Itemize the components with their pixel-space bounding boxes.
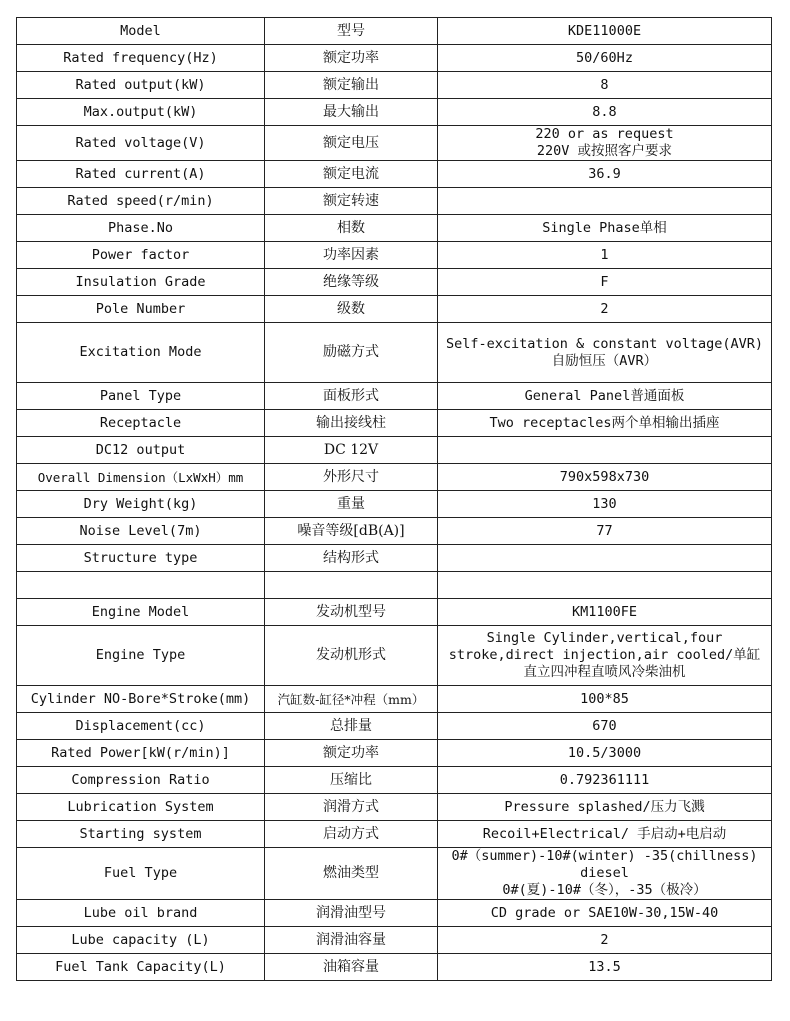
spec-row — [17, 518, 772, 545]
spec-label-cn: 润滑油型号 — [265, 900, 438, 927]
spec-label-en: Engine Type — [17, 626, 265, 686]
spec-row — [17, 242, 772, 269]
spec-row — [17, 464, 772, 491]
spec-row — [17, 269, 772, 296]
spec-row — [17, 491, 772, 518]
spec-value: CD grade or SAE10W-30,15W-40 — [438, 900, 772, 927]
spec-label-en: Rated voltage(V) — [17, 126, 265, 161]
spec-label-cn: 润滑油容量 — [265, 927, 438, 954]
spec-label-cn: 外形尺寸 — [265, 464, 438, 491]
spec-label-cn: 油箱容量 — [265, 954, 438, 981]
spec-label-cn: 发动机形式 — [265, 626, 438, 686]
spec-label-en: Dry Weight(kg) — [17, 491, 265, 518]
spec-label-en: Overall Dimension（LxWxH）mm — [17, 464, 265, 491]
spec-label-en: Displacement(cc) — [17, 713, 265, 740]
spec-value: F — [438, 269, 772, 296]
spec-label-en — [17, 572, 265, 599]
spec-row — [17, 626, 772, 686]
spec-row — [17, 126, 772, 161]
spec-label-cn: 结构形式 — [265, 545, 438, 572]
spec-label-cn: 额定功率 — [265, 740, 438, 767]
spec-label-cn: DC 12V — [265, 437, 438, 464]
spec-table — [16, 17, 772, 981]
spec-label-cn: 最大输出 — [265, 99, 438, 126]
spec-row — [17, 383, 772, 410]
spec-label-cn: 润滑方式 — [265, 794, 438, 821]
spec-label-cn: 相数 — [265, 215, 438, 242]
spec-label-cn: 额定输出 — [265, 72, 438, 99]
spec-value: 77 — [438, 518, 772, 545]
spec-label-cn — [265, 572, 438, 599]
spec-label-en: Panel Type — [17, 383, 265, 410]
spec-label-en: Rated frequency(Hz) — [17, 45, 265, 72]
spec-value: KM1100FE — [438, 599, 772, 626]
spec-row — [17, 437, 772, 464]
spec-value: 0#（summer)-10#(winter) -35(chillness) diesel 0#(夏)-10#（冬），-35（极冷） — [438, 848, 772, 900]
spec-label-en: Cylinder NO-Bore*Stroke(mm) — [17, 686, 265, 713]
spec-label-en: Structure type — [17, 545, 265, 572]
spec-label-cn: 型号 — [265, 18, 438, 45]
spec-row — [17, 740, 772, 767]
spec-label-en: Rated output(kW) — [17, 72, 265, 99]
spec-row — [17, 215, 772, 242]
spec-value: KDE11000E — [438, 18, 772, 45]
spec-label-en: Compression Ratio — [17, 767, 265, 794]
spec-table-body — [17, 18, 772, 981]
spec-row — [17, 296, 772, 323]
spec-row — [17, 794, 772, 821]
spec-label-cn: 输出接线柱 — [265, 410, 438, 437]
spec-value: Single Phase单相 — [438, 215, 772, 242]
spec-label-cn: 额定电流 — [265, 161, 438, 188]
spec-label-en: Excitation Mode — [17, 323, 265, 383]
spec-row — [17, 767, 772, 794]
spec-label-en: Fuel Type — [17, 848, 265, 900]
spec-row — [17, 900, 772, 927]
spec-label-en: Phase.No — [17, 215, 265, 242]
spec-label-en: Model — [17, 18, 265, 45]
spec-label-cn: 压缩比 — [265, 767, 438, 794]
spec-label-en: Rated speed(r/min) — [17, 188, 265, 215]
spec-label-en: Pole Number — [17, 296, 265, 323]
spec-value: 0.792361111 — [438, 767, 772, 794]
spec-label-cn: 绝缘等级 — [265, 269, 438, 296]
spec-label-en: Rated Power[kW(r/min)] — [17, 740, 265, 767]
spec-value: 36.9 — [438, 161, 772, 188]
spec-row — [17, 927, 772, 954]
spec-label-cn: 功率因素 — [265, 242, 438, 269]
spec-value: 2 — [438, 296, 772, 323]
spec-row — [17, 848, 772, 900]
spec-label-en: Lube capacity (L) — [17, 927, 265, 954]
spec-value: Two receptacles两个单相输出插座 — [438, 410, 772, 437]
spec-label-en: DC12 output — [17, 437, 265, 464]
spec-label-en: Lube oil brand — [17, 900, 265, 927]
spec-row — [17, 954, 772, 981]
spec-row — [17, 599, 772, 626]
spec-label-cn: 启动方式 — [265, 821, 438, 848]
spec-label-en: Fuel Tank Capacity(L) — [17, 954, 265, 981]
spec-row — [17, 99, 772, 126]
spec-label-cn: 面板形式 — [265, 383, 438, 410]
spec-label-en: Starting system — [17, 821, 265, 848]
spec-label-en: Power factor — [17, 242, 265, 269]
spec-value: 2 — [438, 927, 772, 954]
spec-row — [17, 188, 772, 215]
spec-label-en: Engine Model — [17, 599, 265, 626]
spec-value: General Panel普通面板 — [438, 383, 772, 410]
spec-value: Pressure splashed/压力飞溅 — [438, 794, 772, 821]
spec-value: 13.5 — [438, 954, 772, 981]
spec-value: 100*85 — [438, 686, 772, 713]
spec-label-cn: 额定电压 — [265, 126, 438, 161]
spec-row — [17, 45, 772, 72]
spec-value: 670 — [438, 713, 772, 740]
spec-value: 10.5/3000 — [438, 740, 772, 767]
spec-value: 1 — [438, 242, 772, 269]
spec-value: Self-excitation & constant voltage(AVR) 自励恒压（AVR） — [438, 323, 772, 383]
spec-row — [17, 323, 772, 383]
spec-label-cn: 重量 — [265, 491, 438, 518]
spec-label-en: Rated current(A) — [17, 161, 265, 188]
spec-value: 8.8 — [438, 99, 772, 126]
spec-row — [17, 713, 772, 740]
spec-value: Single Cylinder,vertical,four stroke,direct injection,air cooled/单缸 直立四冲程直喷风冷柴油机 — [438, 626, 772, 686]
spec-label-cn: 励磁方式 — [265, 323, 438, 383]
spec-label-cn: 额定功率 — [265, 45, 438, 72]
spec-value: 130 — [438, 491, 772, 518]
spec-label-cn: 级数 — [265, 296, 438, 323]
spec-label-cn: 汽缸数-缸径*冲程（mm） — [265, 686, 438, 713]
spec-label-cn: 发动机型号 — [265, 599, 438, 626]
spec-value: 790x598x730 — [438, 464, 772, 491]
spec-value: 220 or as request 220V 或按照客户要求 — [438, 126, 772, 161]
spec-label-en: Insulation Grade — [17, 269, 265, 296]
spec-value — [438, 572, 772, 599]
spec-value — [438, 188, 772, 215]
spec-label-cn: 燃油类型 — [265, 848, 438, 900]
spec-value — [438, 545, 772, 572]
spec-value: 50/60Hz — [438, 45, 772, 72]
spec-value — [438, 437, 772, 464]
spec-value: Recoil+Electrical/ 手启动+电启动 — [438, 821, 772, 848]
spec-row — [17, 161, 772, 188]
spec-row — [17, 18, 772, 45]
spec-row — [17, 686, 772, 713]
spec-label-cn: 额定转速 — [265, 188, 438, 215]
spec-row — [17, 545, 772, 572]
spec-value: 8 — [438, 72, 772, 99]
spec-label-cn: 噪音等级[dB(A)] — [265, 518, 438, 545]
spec-label-en: Lubrication System — [17, 794, 265, 821]
spec-label-cn: 总排量 — [265, 713, 438, 740]
spec-row — [17, 572, 772, 599]
spec-label-en: Max.output(kW) — [17, 99, 265, 126]
spec-label-en: Receptacle — [17, 410, 265, 437]
spec-row — [17, 72, 772, 99]
spec-row — [17, 410, 772, 437]
spec-row — [17, 821, 772, 848]
spec-label-en: Noise Level(7m) — [17, 518, 265, 545]
